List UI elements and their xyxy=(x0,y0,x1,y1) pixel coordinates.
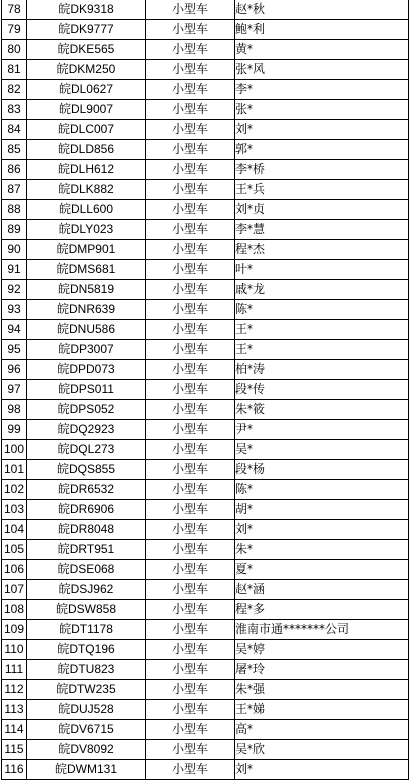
table-row xyxy=(2,280,409,300)
row-number-cell: 105 xyxy=(2,540,27,560)
owner-name-cell: 刘* xyxy=(235,120,409,140)
owner-name-cell: 李* xyxy=(235,80,409,100)
plate-number-cell: 皖DMP901 xyxy=(27,240,146,260)
vehicle-type-cell: 小型车 xyxy=(146,580,235,600)
table-row xyxy=(2,120,409,140)
table-row xyxy=(2,380,409,400)
table-row xyxy=(2,460,409,480)
vehicle-type-cell: 小型车 xyxy=(146,420,235,440)
table-row xyxy=(2,140,409,160)
vehicle-type-cell: 小型车 xyxy=(146,60,235,80)
owner-name-cell: 戚*龙 xyxy=(235,280,409,300)
row-number-cell: 94 xyxy=(2,320,27,340)
vehicle-type-cell: 小型车 xyxy=(146,360,235,380)
table-row xyxy=(2,320,409,340)
row-number-cell: 87 xyxy=(2,180,27,200)
vehicle-list-body xyxy=(2,0,409,780)
plate-number-cell: 皖DQL273 xyxy=(27,440,146,460)
vehicle-type-cell: 小型车 xyxy=(146,240,235,260)
plate-number-cell: 皖DQ2923 xyxy=(27,420,146,440)
owner-name-cell: 王*兵 xyxy=(235,180,409,200)
vehicle-type-cell: 小型车 xyxy=(146,520,235,540)
table-row xyxy=(2,160,409,180)
table-row xyxy=(2,480,409,500)
table-row xyxy=(2,680,409,700)
plate-number-cell: 皖DL9007 xyxy=(27,100,146,120)
owner-name-cell: 柏*涛 xyxy=(235,360,409,380)
vehicle-type-cell: 小型车 xyxy=(146,20,235,40)
plate-number-cell: 皖DSW858 xyxy=(27,600,146,620)
plate-number-cell: 皖DNU586 xyxy=(27,320,146,340)
row-number-cell: 107 xyxy=(2,580,27,600)
table-row xyxy=(2,440,409,460)
owner-name-cell: 叶* xyxy=(235,260,409,280)
vehicle-type-cell: 小型车 xyxy=(146,200,235,220)
row-number-cell: 115 xyxy=(2,740,27,760)
vehicle-type-cell: 小型车 xyxy=(146,300,235,320)
owner-name-cell: 吴*欣 xyxy=(235,740,409,760)
vehicle-type-cell: 小型车 xyxy=(146,40,235,60)
row-number-cell: 96 xyxy=(2,360,27,380)
plate-number-cell: 皖DV6715 xyxy=(27,720,146,740)
owner-name-cell: 胡* xyxy=(235,500,409,520)
vehicle-type-cell: 小型车 xyxy=(146,340,235,360)
plate-number-cell: 皖DN5819 xyxy=(27,280,146,300)
table-row xyxy=(2,20,409,40)
row-number-cell: 110 xyxy=(2,640,27,660)
table-row xyxy=(2,620,409,640)
table-row xyxy=(2,80,409,100)
plate-number-cell: 皖DPD073 xyxy=(27,360,146,380)
plate-number-cell: 皖DTU823 xyxy=(27,660,146,680)
vehicle-type-cell: 小型车 xyxy=(146,400,235,420)
owner-name-cell: 鲍*利 xyxy=(235,20,409,40)
table-row xyxy=(2,560,409,580)
plate-number-cell: 皖DQS855 xyxy=(27,460,146,480)
plate-number-cell: 皖DPS011 xyxy=(27,380,146,400)
vehicle-type-cell: 小型车 xyxy=(146,120,235,140)
vehicle-type-cell: 小型车 xyxy=(146,600,235,620)
vehicle-type-cell: 小型车 xyxy=(146,500,235,520)
owner-name-cell: 刘* xyxy=(235,760,409,780)
row-number-cell: 81 xyxy=(2,60,27,80)
owner-name-cell: 程*多 xyxy=(235,600,409,620)
vehicle-type-cell: 小型车 xyxy=(146,560,235,580)
owner-name-cell: 朱*筱 xyxy=(235,400,409,420)
table-row xyxy=(2,340,409,360)
vehicle-type-cell: 小型车 xyxy=(146,180,235,200)
vehicle-type-cell: 小型车 xyxy=(146,380,235,400)
row-number-cell: 97 xyxy=(2,380,27,400)
row-number-cell: 78 xyxy=(2,0,27,20)
row-number-cell: 85 xyxy=(2,140,27,160)
vehicle-type-cell: 小型车 xyxy=(146,640,235,660)
vehicle-type-cell: 小型车 xyxy=(146,700,235,720)
owner-name-cell: 段*杨 xyxy=(235,460,409,480)
vehicle-type-cell: 小型车 xyxy=(146,80,235,100)
table-row xyxy=(2,260,409,280)
vehicle-type-cell: 小型车 xyxy=(146,480,235,500)
plate-number-cell: 皖DK9318 xyxy=(27,0,146,20)
plate-number-cell: 皖DUJ528 xyxy=(27,700,146,720)
vehicle-type-cell: 小型车 xyxy=(146,680,235,700)
row-number-cell: 116 xyxy=(2,760,27,780)
table-row xyxy=(2,400,409,420)
table-row xyxy=(2,640,409,660)
row-number-cell: 102 xyxy=(2,480,27,500)
row-number-cell: 79 xyxy=(2,20,27,40)
table-row xyxy=(2,540,409,560)
vehicle-type-cell: 小型车 xyxy=(146,320,235,340)
plate-number-cell: 皖DKM250 xyxy=(27,60,146,80)
plate-number-cell: 皖DLH612 xyxy=(27,160,146,180)
row-number-cell: 92 xyxy=(2,280,27,300)
row-number-cell: 111 xyxy=(2,660,27,680)
plate-number-cell: 皖DKE565 xyxy=(27,40,146,60)
table-row xyxy=(2,180,409,200)
table-row xyxy=(2,40,409,60)
vehicle-type-cell: 小型车 xyxy=(146,0,235,20)
row-number-cell: 80 xyxy=(2,40,27,60)
vehicle-type-cell: 小型车 xyxy=(146,280,235,300)
owner-name-cell: 郭* xyxy=(235,140,409,160)
row-number-cell: 104 xyxy=(2,520,27,540)
owner-name-cell: 高* xyxy=(235,720,409,740)
row-number-cell: 95 xyxy=(2,340,27,360)
plate-number-cell: 皖DV8092 xyxy=(27,740,146,760)
plate-number-cell: 皖DWM131 xyxy=(27,760,146,780)
owner-name-cell: 吴* xyxy=(235,440,409,460)
row-number-cell: 100 xyxy=(2,440,27,460)
plate-number-cell: 皖DP3007 xyxy=(27,340,146,360)
row-number-cell: 84 xyxy=(2,120,27,140)
plate-number-cell: 皖DRT951 xyxy=(27,540,146,560)
plate-number-cell: 皖DR6906 xyxy=(27,500,146,520)
plate-number-cell: 皖DLY023 xyxy=(27,220,146,240)
plate-number-cell: 皖DLL600 xyxy=(27,200,146,220)
plate-number-cell: 皖DMS681 xyxy=(27,260,146,280)
owner-name-cell: 王* xyxy=(235,340,409,360)
owner-name-cell: 段*传 xyxy=(235,380,409,400)
vehicle-type-cell: 小型车 xyxy=(146,440,235,460)
owner-name-cell: 王* xyxy=(235,320,409,340)
vehicle-type-cell: 小型车 xyxy=(146,160,235,180)
vehicle-type-cell: 小型车 xyxy=(146,220,235,240)
table-row xyxy=(2,740,409,760)
vehicle-type-cell: 小型车 xyxy=(146,260,235,280)
vehicle-type-cell: 小型车 xyxy=(146,540,235,560)
row-number-cell: 88 xyxy=(2,200,27,220)
table-row xyxy=(2,60,409,80)
plate-number-cell: 皖DL0627 xyxy=(27,80,146,100)
row-number-cell: 101 xyxy=(2,460,27,480)
plate-number-cell: 皖DLD856 xyxy=(27,140,146,160)
table-row xyxy=(2,580,409,600)
plate-number-cell: 皖DLK882 xyxy=(27,180,146,200)
plate-number-cell: 皖DPS052 xyxy=(27,400,146,420)
plate-number-cell: 皖DTQ196 xyxy=(27,640,146,660)
plate-number-cell: 皖DR8048 xyxy=(27,520,146,540)
table-row xyxy=(2,420,409,440)
row-number-cell: 83 xyxy=(2,100,27,120)
row-number-cell: 89 xyxy=(2,220,27,240)
owner-name-cell: 陈* xyxy=(235,300,409,320)
vehicle-type-cell: 小型车 xyxy=(146,740,235,760)
vehicle-type-cell: 小型车 xyxy=(146,760,235,780)
owner-name-cell: 赵*涵 xyxy=(235,580,409,600)
table-row xyxy=(2,720,409,740)
row-number-cell: 112 xyxy=(2,680,27,700)
plate-number-cell: 皖DLC007 xyxy=(27,120,146,140)
owner-name-cell: 夏* xyxy=(235,560,409,580)
table-row xyxy=(2,700,409,720)
row-number-cell: 114 xyxy=(2,720,27,740)
plate-number-cell: 皖DSJ962 xyxy=(27,580,146,600)
owner-name-cell: 淮南市通*******公司 xyxy=(235,620,409,640)
vehicle-type-cell: 小型车 xyxy=(146,720,235,740)
table-row xyxy=(2,220,409,240)
owner-name-cell: 张* xyxy=(235,100,409,120)
owner-name-cell: 张*风 xyxy=(235,60,409,80)
row-number-cell: 86 xyxy=(2,160,27,180)
vehicle-type-cell: 小型车 xyxy=(146,460,235,480)
row-number-cell: 90 xyxy=(2,240,27,260)
owner-name-cell: 李*慧 xyxy=(235,220,409,240)
table-row xyxy=(2,300,409,320)
owner-name-cell: 黄* xyxy=(235,40,409,60)
table-row xyxy=(2,240,409,260)
vehicle-type-cell: 小型车 xyxy=(146,100,235,120)
table-row xyxy=(2,660,409,680)
vehicle-type-cell: 小型车 xyxy=(146,140,235,160)
table-row xyxy=(2,520,409,540)
owner-name-cell: 刘*贞 xyxy=(235,200,409,220)
table-row xyxy=(2,100,409,120)
row-number-cell: 103 xyxy=(2,500,27,520)
owner-name-cell: 李*桥 xyxy=(235,160,409,180)
row-number-cell: 108 xyxy=(2,600,27,620)
table-row xyxy=(2,760,409,780)
owner-name-cell: 吴*婷 xyxy=(235,640,409,660)
table-row xyxy=(2,360,409,380)
owner-name-cell: 尹* xyxy=(235,420,409,440)
owner-name-cell: 朱* xyxy=(235,540,409,560)
owner-name-cell: 王*娣 xyxy=(235,700,409,720)
owner-name-cell: 程*杰 xyxy=(235,240,409,260)
owner-name-cell: 刘* xyxy=(235,520,409,540)
plate-number-cell: 皖DK9777 xyxy=(27,20,146,40)
plate-number-cell: 皖DNR639 xyxy=(27,300,146,320)
row-number-cell: 98 xyxy=(2,400,27,420)
row-number-cell: 93 xyxy=(2,300,27,320)
owner-name-cell: 赵*秋 xyxy=(235,0,409,20)
row-number-cell: 91 xyxy=(2,260,27,280)
table-row xyxy=(2,500,409,520)
plate-number-cell: 皖DR6532 xyxy=(27,480,146,500)
table-row xyxy=(2,0,409,20)
plate-number-cell: 皖DTW235 xyxy=(27,680,146,700)
plate-number-cell: 皖DSE068 xyxy=(27,560,146,580)
row-number-cell: 109 xyxy=(2,620,27,640)
plate-number-cell: 皖DT1178 xyxy=(27,620,146,640)
vehicle-list-table xyxy=(1,0,409,780)
table-row xyxy=(2,200,409,220)
row-number-cell: 99 xyxy=(2,420,27,440)
vehicle-type-cell: 小型车 xyxy=(146,660,235,680)
row-number-cell: 82 xyxy=(2,80,27,100)
owner-name-cell: 屠*玲 xyxy=(235,660,409,680)
table-row xyxy=(2,600,409,620)
owner-name-cell: 陈* xyxy=(235,480,409,500)
owner-name-cell: 朱*强 xyxy=(235,680,409,700)
row-number-cell: 106 xyxy=(2,560,27,580)
vehicle-type-cell: 小型车 xyxy=(146,620,235,640)
row-number-cell: 113 xyxy=(2,700,27,720)
